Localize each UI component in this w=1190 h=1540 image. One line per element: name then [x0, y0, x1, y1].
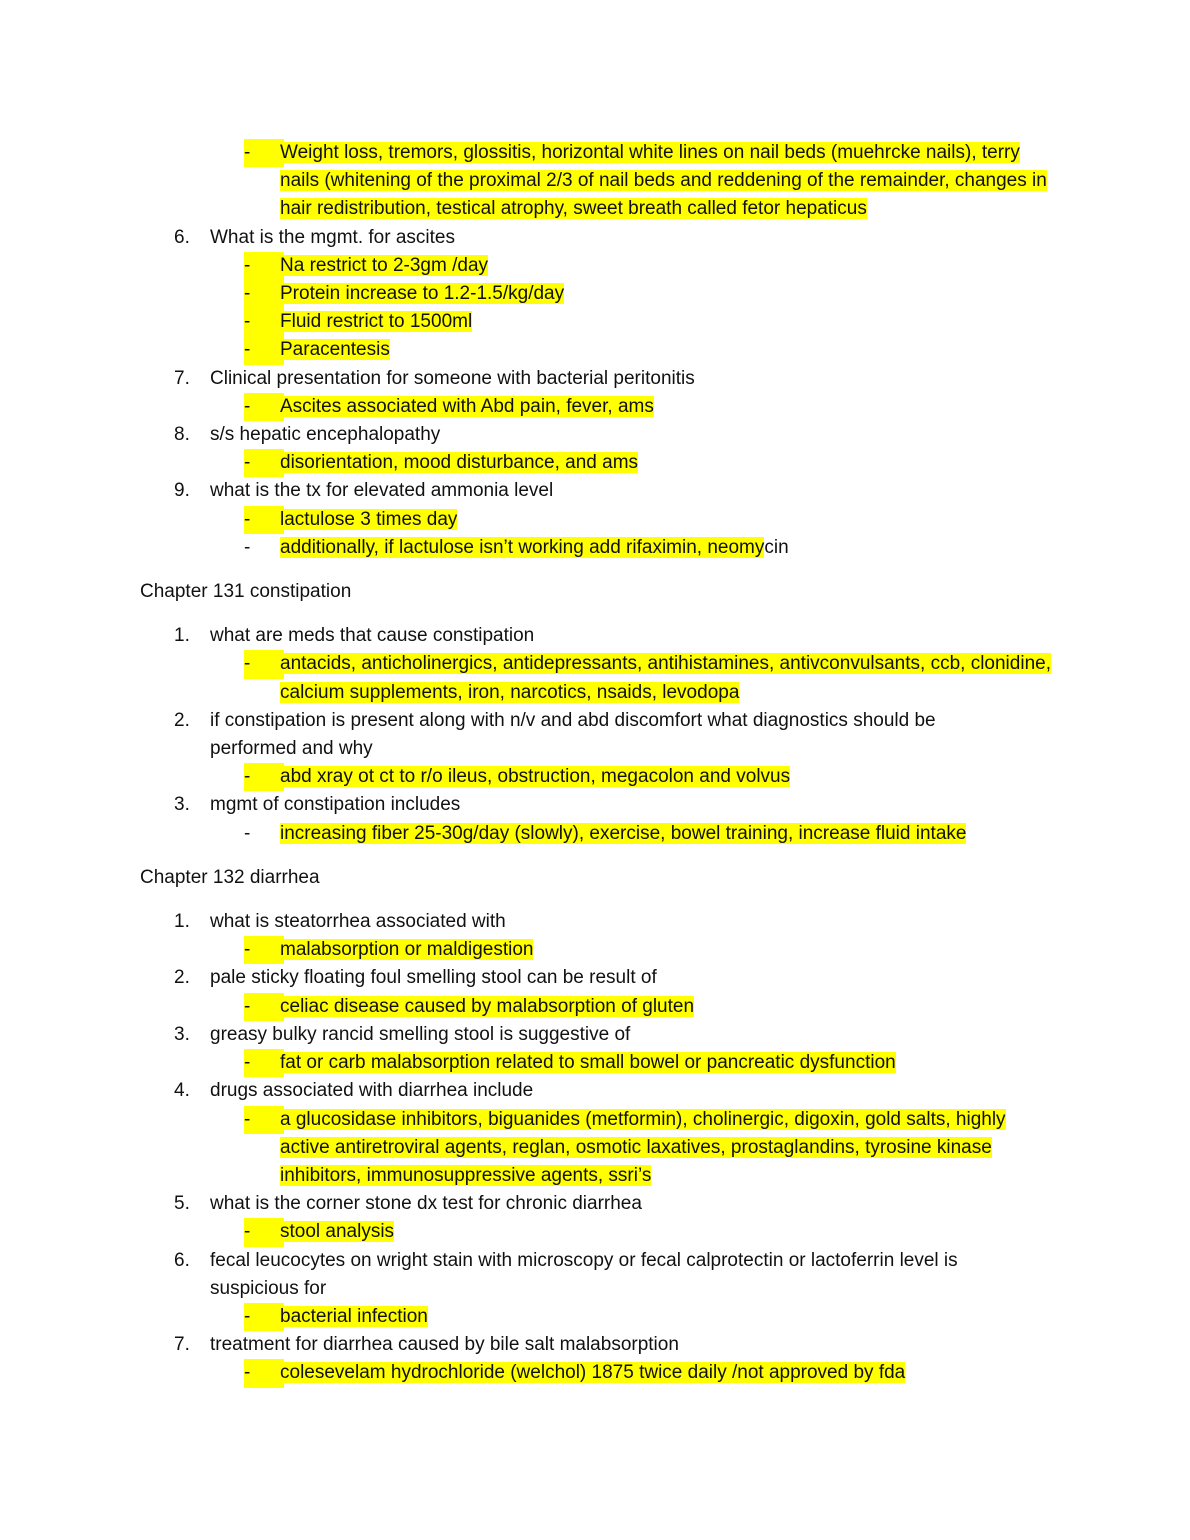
answer-text — [280, 820, 1060, 848]
highlighted-text: Ascites associated with Abd pain, fever, ams — [280, 395, 654, 417]
answer-text — [280, 650, 1060, 706]
question-text: what is the tx for elevated ammonia level — [210, 480, 554, 502]
answer-bullet — [0, 336, 1190, 364]
list-item — [0, 1247, 1190, 1332]
list-item — [0, 964, 1190, 1020]
answer-bullet — [0, 936, 1190, 964]
highlighted-text: lactulose 3 times day — [280, 508, 458, 530]
answer-bullet — [0, 280, 1190, 308]
list-item — [0, 224, 1190, 365]
bullet-dash: - — [244, 139, 280, 167]
answer-text — [280, 139, 1060, 224]
list-item — [0, 477, 1190, 562]
bullet-dash: - — [244, 280, 280, 308]
item-number: 2. — [174, 709, 190, 731]
item-number: 8. — [174, 424, 190, 446]
answer-bullet — [0, 1359, 1190, 1387]
question-text: treatment for diarrhea caused by bile salt malabsorption — [210, 1334, 679, 1356]
highlighted-text: stool analysis — [280, 1221, 395, 1243]
item-number: 5. — [174, 1193, 190, 1215]
section-heading: Chapter 132 diarrhea — [140, 866, 320, 888]
highlighted-text: increasing fiber 25-30g/day (slowly), exercise, bowel training, increase fluid intake — [280, 822, 967, 844]
item-number: 4. — [174, 1080, 190, 1102]
list-item — [0, 622, 1190, 707]
highlighted-text: antacids, anticholinergics, antidepressants, antihistamines, antivconvulsants, ccb, clonidine, calcium supplements, iron, narcotics, nsaids, levodopa — [280, 653, 1051, 703]
list-item — [0, 421, 1190, 477]
bullet-dash: - — [244, 536, 251, 558]
answer-text — [280, 534, 1060, 562]
document-section — [0, 578, 1190, 848]
answer-text — [280, 1359, 1060, 1387]
highlighted-text: malabsorption or maldigestion — [280, 939, 534, 961]
bullet-dash: - — [244, 763, 280, 791]
question-text: what is the corner stone dx test for chronic diarrhea — [210, 1193, 642, 1215]
item-number: 3. — [174, 794, 190, 816]
answer-text — [280, 1106, 1060, 1191]
question-line — [0, 1331, 1190, 1359]
question-text: fecal leucocytes on wright stain with microscopy or fecal calprotectin or lactoferrin level is suspicious for — [210, 1249, 958, 1299]
list-item — [0, 707, 1190, 792]
question-line — [0, 964, 1190, 992]
answer-text — [280, 1303, 1060, 1331]
answer-bullet — [0, 506, 1190, 534]
list-item — [0, 791, 1190, 847]
list-item — [0, 1077, 1190, 1190]
answer-text — [280, 506, 1060, 534]
answer-bullet — [0, 534, 1190, 562]
bullet-dash: - — [244, 252, 280, 280]
plain-text: cin — [764, 536, 789, 558]
item-number: 3. — [174, 1023, 190, 1045]
question-line — [0, 791, 1190, 819]
question-text: drugs associated with diarrhea include — [210, 1080, 534, 1102]
question-text: what is steatorrhea associated with — [210, 911, 506, 933]
question-text: greasy bulky rancid smelling stool is suggestive of — [210, 1023, 631, 1045]
answer-bullet — [0, 449, 1190, 477]
question-line — [0, 477, 1190, 505]
question-text: if constipation is present along with n/v and abd discomfort what diagnostics should be performed and why — [210, 709, 936, 760]
section-heading: Chapter 131 constipation — [140, 581, 352, 603]
question-line — [0, 421, 1190, 449]
item-number: 6. — [174, 1249, 190, 1271]
bullet-dash: - — [244, 1359, 280, 1387]
highlighted-text: Weight loss, tremors, glossitis, horizontal white lines on nail beds (muehrcke nails), terry nails (whitening of the proximal 2/3 of nail beds and reddening of the remainder, changes in hair redistribution, testical atrophy, sweet breath called fetor hepaticus — [280, 142, 1047, 220]
question-text: what are meds that cause constipation — [210, 625, 535, 647]
answer-text — [280, 393, 1060, 421]
answer-text — [280, 1049, 1060, 1077]
answer-bullet — [0, 993, 1190, 1021]
answer-text — [280, 993, 1060, 1021]
page-content — [0, 139, 1190, 1388]
bullet-dash: - — [244, 336, 280, 364]
list-item — [0, 139, 1190, 224]
bullet-dash: - — [244, 308, 280, 336]
list-item — [0, 1021, 1190, 1077]
question-line — [0, 1247, 1190, 1303]
highlighted-text: celiac disease caused by malabsorption of gluten — [280, 995, 695, 1017]
bullet-dash: - — [244, 449, 280, 477]
highlighted-text: fat or carb malabsorption related to small bowel or pancreatic dysfunction — [280, 1052, 896, 1074]
item-number: 1. — [174, 911, 190, 933]
question-line — [0, 1021, 1190, 1049]
item-number: 9. — [174, 480, 190, 502]
item-number: 6. — [174, 226, 190, 248]
highlighted-text: a glucosidase inhibitors, biguanides (metformin), cholinergic, digoxin, gold salts, highly active antiretroviral agents, reglan, osmotic laxatives, prostaglandins, tyrosine kinase inhibitors, immunosuppressive agents, ssri’s — [280, 1108, 1006, 1186]
question-line — [0, 707, 1190, 763]
answer-bullet — [0, 252, 1190, 280]
question-text: mgmt of constipation includes — [210, 794, 461, 816]
answer-bullet — [0, 308, 1190, 336]
list-item — [0, 365, 1190, 421]
answer-text — [280, 1218, 1060, 1246]
bullet-dash: - — [244, 822, 251, 844]
bullet-dash: - — [244, 936, 280, 964]
answer-text — [280, 308, 1060, 336]
highlighted-text: colesevelam hydrochloride (welchol) 1875 twice daily /not approved by fda — [280, 1362, 906, 1384]
answer-text — [280, 252, 1060, 280]
question-text: Clinical presentation for someone with bacterial peritonitis — [210, 367, 695, 389]
answer-text — [280, 280, 1060, 308]
question-text: s/s hepatic encephalopathy — [210, 424, 441, 446]
document-section — [0, 139, 1190, 562]
highlighted-text: Protein increase to 1.2-1.5/kg/day — [280, 283, 565, 305]
list-item — [0, 908, 1190, 964]
bullet-dash: - — [244, 650, 280, 678]
answer-bullet — [0, 1303, 1190, 1331]
bullet-dash: - — [244, 393, 280, 421]
question-line — [0, 908, 1190, 936]
bullet-dash: - — [244, 993, 280, 1021]
answer-bullet — [0, 650, 1190, 706]
answer-bullet — [0, 763, 1190, 791]
highlighted-text: abd xray ot ct to r/o ileus, obstruction, megacolon and volvus — [280, 766, 791, 788]
list-item — [0, 1190, 1190, 1246]
answer-bullet — [0, 1049, 1190, 1077]
answer-text — [280, 936, 1060, 964]
highlighted-text: disorientation, mood disturbance, and ams — [280, 452, 639, 474]
answer-text — [280, 336, 1060, 364]
question-text: pale sticky floating foul smelling stool can be result of — [210, 967, 657, 989]
question-line — [0, 224, 1190, 252]
question-line — [0, 1190, 1190, 1218]
item-number: 7. — [174, 1334, 190, 1356]
answer-bullet — [0, 1106, 1190, 1191]
item-number: 2. — [174, 967, 190, 989]
answer-bullet — [0, 820, 1190, 848]
bullet-dash: - — [244, 1049, 280, 1077]
bullet-dash: - — [244, 1218, 280, 1246]
question-line — [0, 365, 1190, 393]
highlighted-text: additionally, if lactulose isn’t working add rifaximin, neomy — [280, 536, 765, 558]
bullet-dash: - — [244, 1303, 280, 1331]
highlighted-text: bacterial infection — [280, 1305, 428, 1327]
document-section — [0, 864, 1190, 1388]
bullet-dash: - — [244, 506, 280, 534]
item-number: 1. — [174, 625, 190, 647]
item-number: 7. — [174, 367, 190, 389]
question-line — [0, 1077, 1190, 1105]
highlighted-text: Paracentesis — [280, 339, 390, 361]
highlighted-text: Fluid restrict to 1500ml — [280, 311, 473, 333]
highlighted-text: Na restrict to 2-3gm /day — [280, 254, 489, 276]
answer-text — [280, 763, 1060, 791]
list-item — [0, 1331, 1190, 1387]
bullet-dash: - — [244, 1106, 280, 1134]
question-line — [0, 622, 1190, 650]
answer-text — [280, 449, 1060, 477]
answer-bullet — [0, 393, 1190, 421]
answer-bullet — [0, 139, 1190, 224]
question-text: What is the mgmt. for ascites — [210, 226, 455, 248]
answer-bullet — [0, 1218, 1190, 1246]
